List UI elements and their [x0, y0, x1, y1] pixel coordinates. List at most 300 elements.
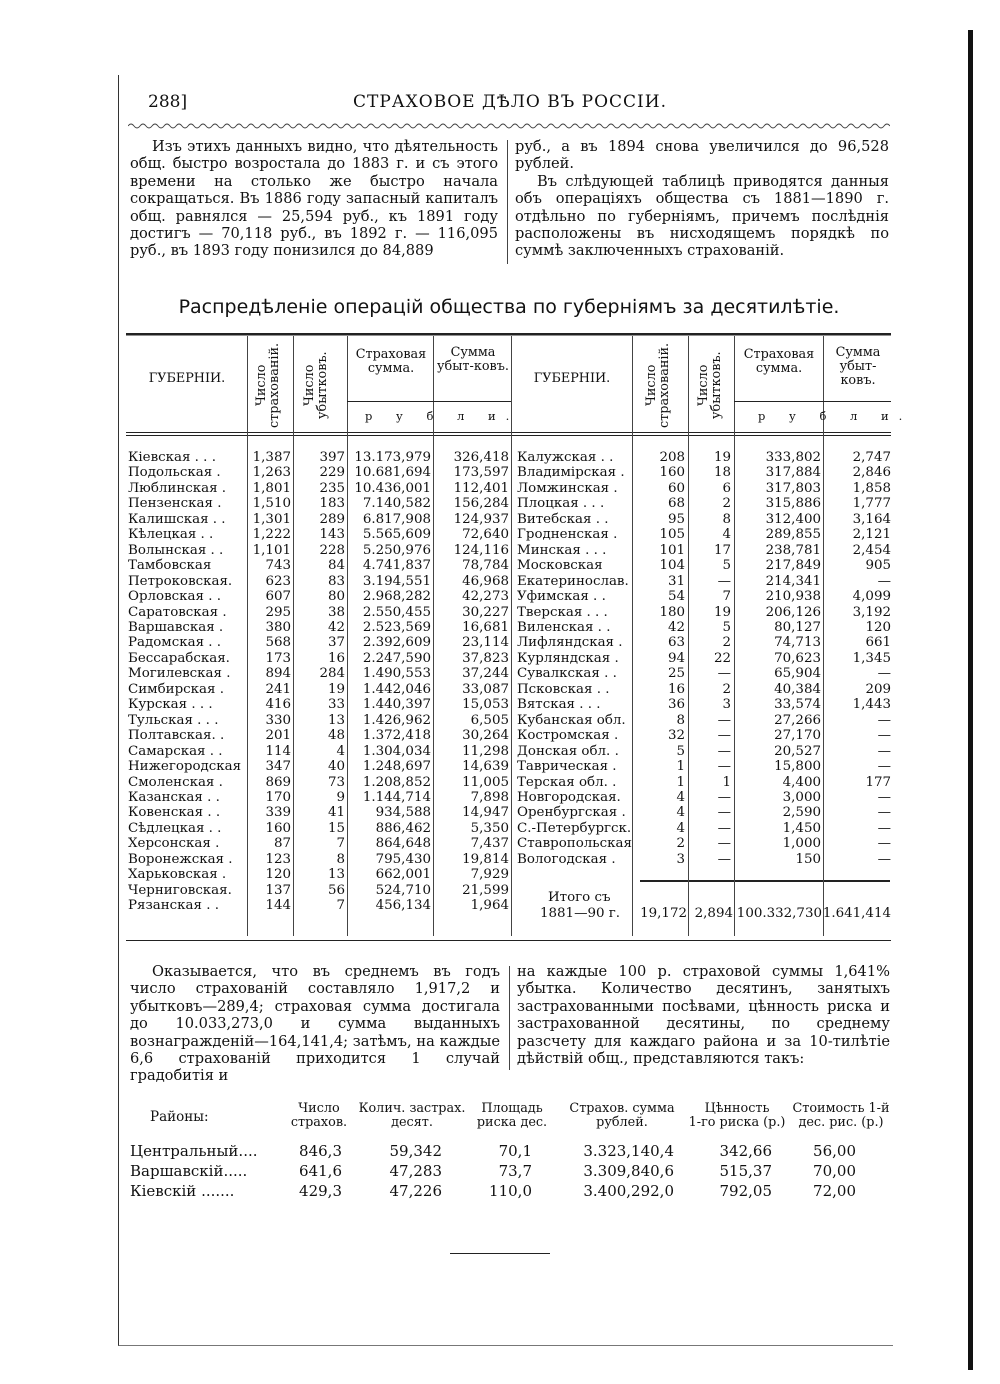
- left-row-26-col-0: Воронежская .: [128, 851, 233, 867]
- left-row-22-col-4: 7,898: [470, 789, 509, 805]
- right-row-2-col-1: 60: [667, 480, 685, 496]
- intro-right-p1: руб., а въ 1894 снова увеличился до 96,528 рублей.: [515, 138, 889, 173]
- left-row-15-col-0: Симбирская .: [128, 681, 224, 697]
- right-row-4-col-1: 95: [667, 511, 685, 527]
- left-row-8-col-1: 623: [265, 573, 291, 589]
- right-row-10-col-4: 3,192: [852, 604, 891, 620]
- right-row-3-col-2: 2: [722, 496, 731, 512]
- district-row-0-v4: 3.323,140,4: [583, 1142, 674, 1160]
- right-row-18-col-3: 27,170: [774, 728, 821, 744]
- left-row-1-col-3: 10.681,694: [354, 465, 431, 481]
- left-row-28-col-0: Черниговская.: [128, 882, 232, 898]
- right-row-17-col-1: 8: [676, 712, 685, 728]
- left-row-10-col-1: 295: [265, 604, 291, 620]
- header-rub-right: р у б л и.: [758, 409, 913, 423]
- district-row-2-v6: 72,00: [813, 1182, 856, 1200]
- left-row-7-col-0: Тамбовская: [128, 558, 212, 574]
- left-row-6-col-4: 124,116: [453, 542, 509, 558]
- left-row-12-col-4: 23,114: [462, 635, 509, 651]
- right-row-3-col-0: Плоцкая . . .: [517, 496, 605, 512]
- right-row-9-col-1: 54: [667, 589, 685, 604]
- left-row-21-col-3: 1.208,852: [362, 774, 431, 790]
- right-row-10-col-3: 206,126: [765, 604, 821, 620]
- left-row-18-col-4: 30,264: [462, 728, 509, 744]
- right-row-12-col-2: 2: [722, 635, 731, 651]
- left-row-16-col-3: 1.440,397: [362, 697, 431, 713]
- left-row-11-col-1: 380: [265, 620, 291, 635]
- right-row-11-col-4: 120: [865, 620, 891, 635]
- right-row-3-col-3: 315,886: [765, 496, 821, 512]
- header-count-left: Число страхованій.: [254, 342, 282, 428]
- header-lossum-right: Сумма убыт-ковъ.: [835, 345, 881, 388]
- right-row-12-col-3: 74,713: [774, 635, 821, 651]
- header-gubernii-right: ГУБЕРНІИ.: [533, 371, 611, 386]
- left-row-8-col-3: 3.194,551: [362, 573, 431, 589]
- table-top-rule-2: [126, 335, 891, 336]
- right-row-0-col-4: 2,747: [852, 450, 891, 465]
- district-row-2-v5: 792,05: [719, 1182, 772, 1200]
- right-row-5-col-0: Гродненская .: [517, 527, 618, 543]
- intro-left-column: [130, 138, 498, 260]
- right-row-17-col-0: Кубанская обл.: [517, 712, 626, 728]
- right-row-0-col-3: 333,802: [765, 450, 821, 465]
- header-losses-right: Число убытковъ.: [696, 351, 724, 419]
- right-row-4-col-3: 312,400: [765, 511, 821, 527]
- left-row-3-col-4: 156,284: [453, 496, 509, 512]
- left-row-29-col-4: 1,964: [470, 898, 509, 913]
- left-row-1-col-2: 229: [319, 465, 345, 481]
- right-row-24-col-1: 4: [676, 820, 685, 836]
- right-row-16-col-4: 1,443: [852, 697, 891, 713]
- left-row-18-col-3: 1.372,418: [362, 728, 431, 744]
- left-row-21-col-1: 869: [265, 774, 291, 790]
- left-row-21-col-2: 73: [327, 774, 345, 790]
- total-top-rule: [640, 880, 890, 882]
- right-row-19-col-3: 20,527: [774, 743, 821, 759]
- right-row-17-col-2: —: [717, 712, 731, 728]
- right-row-1-col-0: Владимірская .: [517, 465, 625, 481]
- left-row-27-col-2: 13: [327, 867, 345, 883]
- left-row-20-col-4: 14,639: [462, 759, 509, 774]
- total-sum: 100.332,730: [736, 906, 822, 921]
- right-row-5-col-3: 289,855: [765, 527, 821, 543]
- right-row-21-col-0: Терская обл. .: [517, 774, 617, 790]
- right-row-15-col-2: 2: [722, 681, 731, 697]
- district-row-2-v1: 429,3: [299, 1182, 342, 1200]
- left-row-1-col-0: Подольская .: [128, 465, 221, 481]
- right-row-16-col-0: Вятская . . .: [517, 697, 601, 713]
- districts-header-count: Число страхов.: [290, 1101, 348, 1130]
- right-row-4-col-4: 3,164: [852, 511, 891, 527]
- left-row-29-col-3: 456,134: [375, 898, 431, 913]
- right-row-18-col-4: —: [877, 728, 891, 744]
- left-row-7-col-2: 84: [327, 558, 345, 574]
- right-row-3-col-1: 68: [667, 496, 685, 512]
- left-row-7-col-4: 78,784: [462, 558, 509, 574]
- table-bottom-rule: [126, 940, 891, 941]
- left-row-28-col-2: 56: [327, 882, 345, 898]
- left-row-2-col-2: 235: [319, 480, 345, 496]
- left-row-12-col-1: 568: [265, 635, 291, 651]
- total-losses: 2,894: [694, 906, 733, 921]
- right-row-26-col-1: 3: [676, 851, 685, 867]
- left-row-0-col-2: 397: [319, 450, 345, 465]
- right-row-3-col-4: 1,777: [852, 496, 891, 512]
- right-row-19-col-2: —: [717, 743, 731, 759]
- right-row-12-col-0: Лифляндская .: [517, 635, 623, 651]
- left-row-5-col-1: 1,222: [252, 527, 291, 543]
- left-row-6-col-0: Волынская . .: [128, 542, 224, 558]
- right-row-22-col-1: 4: [676, 789, 685, 805]
- right-row-24-col-4: —: [877, 820, 891, 836]
- left-row-27-col-0: Харьковская .: [128, 867, 227, 883]
- right-row-9-col-4: 4,099: [852, 589, 891, 604]
- left-row-23-col-2: 41: [327, 805, 345, 821]
- right-row-25-col-2: —: [717, 836, 731, 852]
- left-row-19-col-2: 4: [336, 743, 345, 759]
- rub-rule-left: [347, 401, 511, 402]
- left-row-3-col-3: 7.140,582: [362, 496, 431, 512]
- right-row-26-col-3: 150: [795, 851, 821, 867]
- right-row-5-col-2: 4: [722, 527, 731, 543]
- header-gubernii-left: ГУБЕРНІИ.: [148, 371, 226, 386]
- right-row-25-col-3: 1,000: [782, 836, 821, 852]
- left-row-25-col-3: 864,648: [375, 836, 431, 852]
- left-row-21-col-4: 11,005: [462, 774, 509, 790]
- left-row-16-col-1: 416: [265, 697, 291, 713]
- right-row-19-col-1: 5: [676, 743, 685, 759]
- left-row-16-col-2: 33: [327, 697, 345, 713]
- right-row-13-col-3: 70,623: [774, 650, 821, 666]
- right-row-20-col-3: 15,800: [774, 759, 821, 774]
- left-row-4-col-0: Калишская . .: [128, 511, 226, 527]
- left-row-17-col-1: 330: [265, 712, 291, 728]
- left-row-23-col-1: 339: [265, 805, 291, 821]
- left-row-3-col-2: 183: [319, 496, 345, 512]
- left-row-22-col-1: 170: [265, 789, 291, 805]
- left-row-19-col-3: 1.304,034: [362, 743, 431, 759]
- left-row-5-col-0: Кѣлецкая . .: [128, 527, 214, 543]
- right-row-8-col-0: Екатеринослав.: [517, 573, 629, 589]
- right-row-13-col-4: 1,345: [852, 650, 891, 666]
- left-row-21-col-0: Смоленская .: [128, 774, 223, 790]
- left-row-13-col-1: 173: [265, 650, 291, 666]
- left-row-28-col-1: 137: [265, 882, 291, 898]
- left-row-0-col-0: Кіевская . . .: [128, 450, 216, 465]
- left-row-2-col-0: Люблинская .: [128, 480, 227, 496]
- left-row-17-col-0: Тульская . . .: [128, 712, 219, 728]
- left-row-18-col-1: 201: [265, 728, 291, 744]
- left-row-13-col-0: Бессарабская.: [128, 650, 230, 666]
- left-row-6-col-2: 228: [319, 542, 345, 558]
- total-label-1: Итого съ: [548, 890, 611, 905]
- left-row-22-col-3: 1.144,714: [362, 789, 431, 805]
- left-row-14-col-3: 1.490,553: [362, 666, 431, 682]
- right-row-8-col-3: 214,341: [765, 573, 821, 589]
- right-row-15-col-4: 209: [865, 681, 891, 697]
- left-row-6-col-3: 5.250,976: [362, 542, 431, 558]
- districts-header-area: Колич. застрах. десят.: [358, 1101, 466, 1130]
- left-row-2-col-4: 112,401: [453, 480, 509, 496]
- left-row-4-col-4: 124,937: [453, 511, 509, 527]
- right-row-23-col-0: Оренбургская .: [517, 805, 626, 821]
- districts-header-sum: Страхов. сумма рублей.: [569, 1101, 675, 1130]
- header-sum-right: Страховая сумма.: [743, 347, 815, 376]
- district-row-1-v5: 515,37: [719, 1162, 772, 1180]
- right-row-1-col-1: 160: [659, 465, 685, 481]
- left-row-9-col-3: 2.968,282: [362, 589, 431, 604]
- left-row-23-col-3: 934,588: [375, 805, 431, 821]
- table-title: Распредѣленіе операцій общества по губерніямъ за десятилѣтіе.: [178, 296, 840, 318]
- left-row-10-col-4: 30,227: [462, 604, 509, 620]
- right-row-22-col-0: Новгородская.: [517, 789, 621, 805]
- right-row-7-col-1: 104: [659, 558, 685, 574]
- right-row-16-col-1: 36: [667, 697, 685, 713]
- districts-header-risk-area: Площадь риска дес.: [476, 1101, 548, 1130]
- right-row-7-col-3: 217,849: [765, 558, 821, 574]
- left-row-18-col-2: 48: [327, 728, 345, 744]
- left-row-25-col-4: 7,437: [470, 836, 509, 852]
- right-row-10-col-0: Тверская . . .: [517, 604, 608, 620]
- left-row-14-col-1: 894: [265, 666, 291, 682]
- left-row-17-col-3: 1.426,962: [362, 712, 431, 728]
- left-row-20-col-0: Нижегородская: [128, 759, 242, 774]
- right-row-20-col-4: —: [877, 759, 891, 774]
- right-row-25-col-1: 2: [676, 836, 685, 852]
- district-row-2-v3: 110,0: [489, 1182, 532, 1200]
- left-row-0-col-1: 1,387: [252, 450, 291, 465]
- right-row-18-col-2: —: [717, 728, 731, 744]
- left-row-19-col-0: Самарская . .: [128, 743, 223, 759]
- right-row-6-col-0: Минская . . .: [517, 542, 607, 558]
- left-row-27-col-1: 120: [265, 867, 291, 883]
- left-row-15-col-4: 33,087: [462, 681, 509, 697]
- left-row-8-col-4: 46,968: [462, 573, 509, 589]
- table-header-rule: [126, 432, 891, 433]
- right-row-21-col-2: 1: [722, 774, 731, 790]
- left-row-10-col-3: 2.550,455: [362, 604, 431, 620]
- right-row-10-col-1: 180: [659, 604, 685, 620]
- right-row-4-col-2: 8: [722, 511, 731, 527]
- right-row-13-col-2: 22: [713, 650, 731, 666]
- right-row-23-col-4: —: [877, 805, 891, 821]
- left-row-0-col-3: 13.173,979: [354, 450, 431, 465]
- left-row-12-col-3: 2.392,609: [362, 635, 431, 651]
- district-row-0-v3: 70,1: [498, 1142, 532, 1160]
- right-row-6-col-1: 101: [659, 542, 685, 558]
- running-header: [148, 92, 888, 120]
- right-row-9-col-3: 210,938: [765, 589, 821, 604]
- right-row-7-col-4: 905: [865, 558, 891, 574]
- right-row-0-col-0: Калужская . .: [517, 450, 614, 465]
- right-row-22-col-2: —: [717, 789, 731, 805]
- left-row-4-col-3: 6.817,908: [362, 511, 431, 527]
- left-row-13-col-2: 16: [327, 650, 345, 666]
- districts-header-risk-value: Цѣнность 1-го риска (р.): [688, 1101, 786, 1130]
- left-row-26-col-3: 795,430: [375, 851, 431, 867]
- left-row-9-col-4: 42,273: [462, 589, 509, 604]
- left-row-26-col-2: 8: [336, 851, 345, 867]
- left-row-1-col-1: 1,263: [252, 465, 291, 481]
- right-row-14-col-1: 25: [667, 666, 685, 682]
- right-row-13-col-0: Курляндская .: [517, 650, 619, 666]
- running-title: СТРАХОВОЕ ДѢЛО ВЪ РОССІИ.: [353, 92, 667, 112]
- district-row-0-v1: 846,3: [299, 1142, 342, 1160]
- column-separator: [507, 140, 508, 264]
- district-row-0-v5: 342,66: [719, 1142, 772, 1160]
- left-row-14-col-4: 37,244: [462, 666, 509, 682]
- right-row-18-col-1: 32: [667, 728, 685, 744]
- left-row-17-col-4: 6,505: [470, 712, 509, 728]
- right-row-18-col-0: Костромская .: [517, 728, 619, 744]
- left-row-29-col-1: 144: [265, 898, 291, 913]
- closing-rule: [450, 1253, 550, 1254]
- district-row-2-v2: 47,226: [389, 1182, 442, 1200]
- right-row-8-col-4: —: [877, 573, 891, 589]
- left-row-14-col-2: 284: [319, 666, 345, 682]
- right-row-20-col-1: 1: [676, 759, 685, 774]
- page-number: 288]: [148, 92, 188, 112]
- left-row-25-col-1: 87: [273, 836, 291, 852]
- left-row-17-col-2: 13: [327, 712, 345, 728]
- left-row-28-col-3: 524,710: [375, 882, 431, 898]
- right-row-12-col-4: 661: [865, 635, 891, 651]
- left-row-7-col-1: 743: [265, 558, 291, 574]
- right-row-21-col-4: 177: [865, 774, 891, 790]
- right-row-25-col-0: Ставропольская: [517, 836, 632, 852]
- district-row-2-v4: 3.400,292,0: [583, 1182, 674, 1200]
- left-row-26-col-1: 123: [265, 851, 291, 867]
- right-row-6-col-4: 2,454: [852, 542, 891, 558]
- left-row-16-col-4: 15,053: [462, 697, 509, 713]
- intro-left-text: Изъ этихъ данныхъ видно, что дѣятельность общ. быстро возростала до 1883 г. и съ этого времени на столько же быстро начала сокращаться. Въ 1886 году запасный капиталъ общ. равнялся — 25,594 руб., къ 1891 году достигъ — 70,118 руб., въ 1892 г. — 116,095 руб., въ 1893 году понизился до 84,889: [130, 138, 498, 260]
- left-row-26-col-4: 19,814: [462, 851, 509, 867]
- left-row-29-col-0: Рязанская . .: [128, 898, 219, 913]
- rub-rule-right: [734, 401, 891, 402]
- right-row-10-col-2: 19: [713, 604, 731, 620]
- right-row-11-col-2: 5: [722, 620, 731, 635]
- left-row-25-col-2: 7: [336, 836, 345, 852]
- left-row-20-col-2: 40: [327, 759, 345, 774]
- right-row-14-col-2: —: [717, 666, 731, 682]
- left-row-22-col-0: Казанская . .: [128, 789, 220, 805]
- right-row-24-col-3: 1,450: [782, 820, 821, 836]
- left-row-6-col-1: 1,101: [252, 542, 291, 558]
- total-count: 19,172: [640, 906, 687, 921]
- right-row-26-col-4: —: [877, 851, 891, 867]
- left-row-24-col-3: 886,462: [375, 820, 431, 836]
- districts-header-cost: Стоимость 1-й дес. рис. (р.): [792, 1101, 890, 1130]
- district-row-2-name: Кіевскій .......: [130, 1182, 235, 1200]
- right-row-5-col-1: 105: [659, 527, 685, 543]
- left-row-27-col-4: 7,929: [470, 867, 509, 883]
- right-row-19-col-4: —: [877, 743, 891, 759]
- right-row-0-col-2: 19: [713, 450, 731, 465]
- left-row-20-col-1: 347: [265, 759, 291, 774]
- right-row-23-col-2: —: [717, 805, 731, 821]
- left-row-0-col-4: 326,418: [453, 450, 509, 465]
- right-row-1-col-2: 18: [713, 465, 731, 481]
- right-row-0-col-1: 208: [659, 450, 685, 465]
- scan-edge-bar: [968, 30, 973, 1370]
- left-row-3-col-1: 1,510: [252, 496, 291, 512]
- left-row-9-col-0: Орловская . .: [128, 589, 221, 604]
- right-row-26-col-2: —: [717, 851, 731, 867]
- left-row-10-col-0: Саратовская .: [128, 604, 227, 620]
- district-row-1-v1: 641,6: [299, 1162, 342, 1180]
- right-row-1-col-3: 317,884: [765, 465, 821, 481]
- right-row-19-col-0: Донская обл. .: [517, 743, 619, 759]
- left-row-23-col-4: 14,947: [462, 805, 509, 821]
- district-row-1-name: Варшавскій.....: [130, 1162, 248, 1180]
- district-row-1-v4: 3.309,840,6: [583, 1162, 674, 1180]
- districts-header-regions: Районы:: [150, 1109, 209, 1125]
- right-row-25-col-4: —: [877, 836, 891, 852]
- total-label-2: 1881—90 г.: [540, 906, 621, 921]
- right-row-11-col-1: 42: [667, 620, 685, 635]
- left-row-22-col-2: 9: [336, 789, 345, 805]
- left-row-4-col-1: 1,301: [252, 511, 291, 527]
- right-row-14-col-0: Сувалкская . .: [517, 666, 617, 682]
- left-row-19-col-1: 114: [265, 743, 291, 759]
- right-row-13-col-1: 94: [667, 650, 685, 666]
- right-row-22-col-4: —: [877, 789, 891, 805]
- right-row-24-col-2: —: [717, 820, 731, 836]
- left-row-5-col-3: 5.565,609: [362, 527, 431, 543]
- district-row-1-v6: 70,00: [813, 1162, 856, 1180]
- left-row-11-col-4: 16,681: [462, 620, 509, 635]
- right-row-23-col-1: 4: [676, 805, 685, 821]
- left-row-4-col-2: 289: [319, 511, 345, 527]
- left-row-2-col-3: 10.436,001: [354, 480, 431, 496]
- left-row-11-col-3: 2.523,569: [362, 620, 431, 635]
- right-row-16-col-2: 3: [722, 697, 731, 713]
- right-row-6-col-3: 238,781: [765, 542, 821, 558]
- left-row-23-col-0: Ковенская . .: [128, 805, 221, 821]
- right-row-21-col-3: 4,400: [782, 774, 821, 790]
- right-row-2-col-4: 1,858: [852, 480, 891, 496]
- left-row-12-col-2: 37: [327, 635, 345, 651]
- left-row-2-col-1: 1,801: [252, 480, 291, 496]
- left-row-1-col-4: 173,597: [453, 465, 509, 481]
- right-row-15-col-1: 16: [667, 681, 685, 697]
- right-row-20-col-0: Таврическая .: [517, 759, 617, 774]
- right-row-9-col-0: Уфимская . .: [517, 589, 606, 604]
- left-row-24-col-0: Сѣдлецкая . .: [128, 820, 222, 836]
- right-row-4-col-0: Витебская . .: [517, 511, 609, 527]
- after-right-column: [517, 963, 890, 1067]
- right-row-2-col-3: 317,803: [765, 480, 821, 496]
- left-row-9-col-1: 607: [265, 589, 291, 604]
- right-row-7-col-0: Московская: [517, 558, 603, 574]
- right-row-2-col-0: Ломжинская .: [517, 480, 618, 496]
- right-row-21-col-1: 1: [676, 774, 685, 790]
- left-row-18-col-0: Полтавская. .: [128, 728, 225, 744]
- table-header-rule-2: [126, 435, 891, 436]
- right-row-8-col-2: —: [717, 573, 731, 589]
- right-row-17-col-3: 27,266: [774, 712, 821, 728]
- left-row-28-col-4: 21,599: [462, 882, 509, 898]
- right-row-9-col-2: 7: [722, 589, 731, 604]
- after-left-column: [130, 963, 500, 1085]
- left-row-15-col-3: 1.442,046: [362, 681, 431, 697]
- district-row-1-v3: 73,7: [498, 1162, 532, 1180]
- intro-right-p2: Въ слѣдующей таблицѣ приводятся данныя объ операціяхъ общества съ 1881—1890 г. отдѣльно по губерніямъ, причемъ послѣднія расположены въ нисходящемъ порядкѣ по суммѣ заключенныхъ страхованій.: [515, 172, 889, 260]
- right-row-24-col-0: С.-Петербургск.: [517, 820, 632, 836]
- district-row-0-v6: 56,00: [813, 1142, 856, 1160]
- right-row-11-col-0: Виленская . .: [517, 620, 611, 635]
- right-row-14-col-4: —: [877, 666, 891, 682]
